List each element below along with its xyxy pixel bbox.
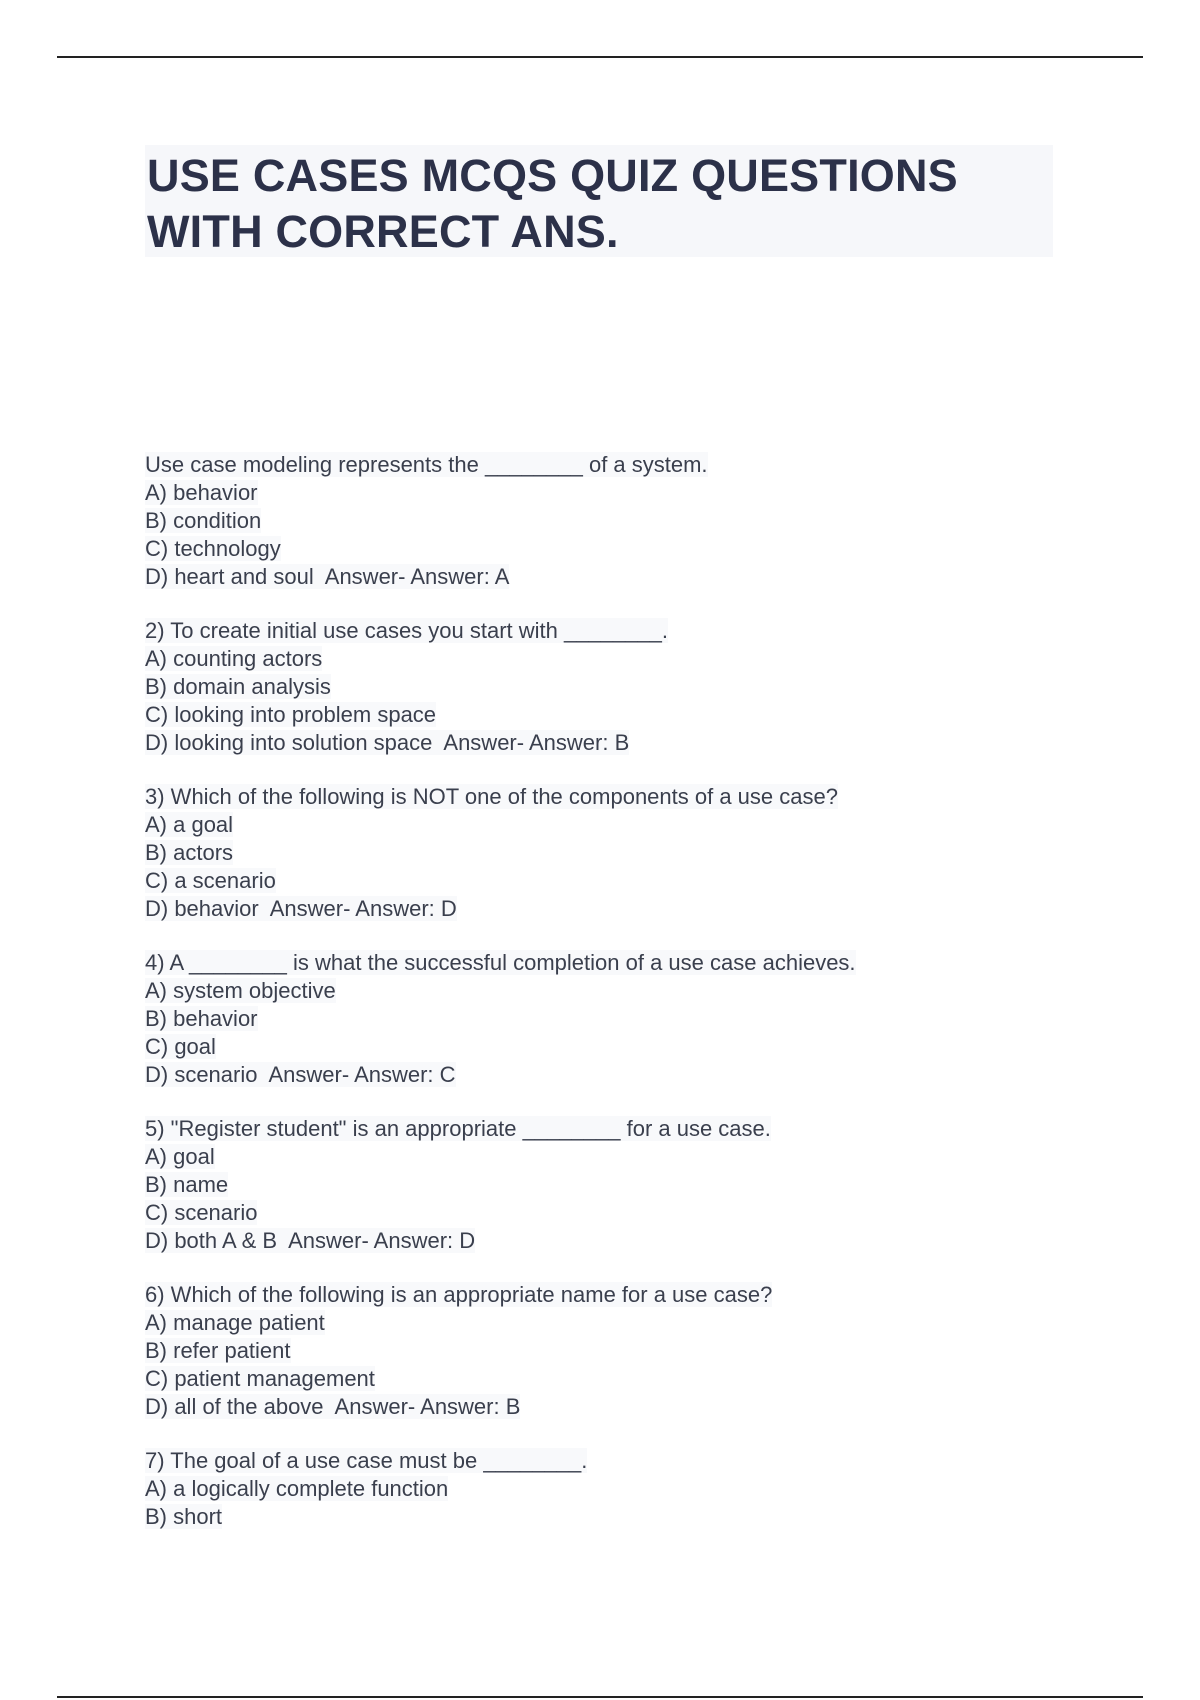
question-3 [145,783,1085,923]
question-prompt: 6) Which of the following is an appropriate name for a use case? [145,1282,773,1307]
question-4 [145,949,1085,1089]
question-prompt: 3) Which of the following is NOT one of the components of a use case? [145,784,838,809]
question-6 [145,1281,1085,1421]
option-d-answer: D) behavior Answer- Answer: D [145,896,457,921]
question-list [145,451,1085,1557]
option-b: B) short [145,1504,223,1529]
option-b: B) domain analysis [145,674,331,699]
option-c: C) technology [145,536,281,561]
option-a: A) a logically complete function [145,1476,449,1501]
question-2 [145,617,1085,757]
footer-rule [57,1696,1143,1698]
title-line-2: WITH CORRECT ANS. [147,206,619,257]
option-c: C) a scenario [145,868,276,893]
question-prompt: 4) A ________ is what the successful completion of a use case achieves. [145,950,856,975]
option-c: C) looking into problem space [145,702,437,727]
question-prompt: 5) "Register student" is an appropriate ________ for a use case. [145,1116,771,1141]
option-c: C) scenario [145,1200,258,1225]
option-c: C) goal [145,1034,216,1059]
option-a: A) system objective [145,978,336,1003]
option-b: B) behavior [145,1006,258,1031]
option-d-answer: D) looking into solution space Answer- Answer: B [145,730,630,755]
question-7 [145,1447,1085,1531]
option-d-answer: D) both A & B Answer- Answer: D [145,1228,476,1253]
question-1 [145,451,1085,591]
option-c: C) patient management [145,1366,375,1391]
option-a: A) manage patient [145,1310,325,1335]
option-a: A) counting actors [145,646,323,671]
option-d-answer: D) scenario Answer- Answer: C [145,1062,456,1087]
title-line-1: USE CASES MCQS QUIZ QUESTIONS [147,150,958,201]
option-a: A) a goal [145,812,234,837]
document-title [147,148,1051,260]
option-d-answer: D) heart and soul Answer- Answer: A [145,564,510,589]
question-5 [145,1115,1085,1255]
question-prompt: 2) To create initial use cases you start with ________. [145,618,669,643]
question-prompt: Use case modeling represents the ________ of a system. [145,452,708,477]
option-a: A) goal [145,1144,215,1169]
question-prompt: 7) The goal of a use case must be ________. [145,1448,588,1473]
option-d-answer: D) all of the above Answer- Answer: B [145,1394,521,1419]
title-block [145,145,1053,257]
option-b: B) refer patient [145,1338,291,1363]
header-rule [57,56,1143,58]
option-b: B) name [145,1172,229,1197]
option-b: B) actors [145,840,234,865]
option-b: B) condition [145,508,262,533]
option-a: A) behavior [145,480,258,505]
